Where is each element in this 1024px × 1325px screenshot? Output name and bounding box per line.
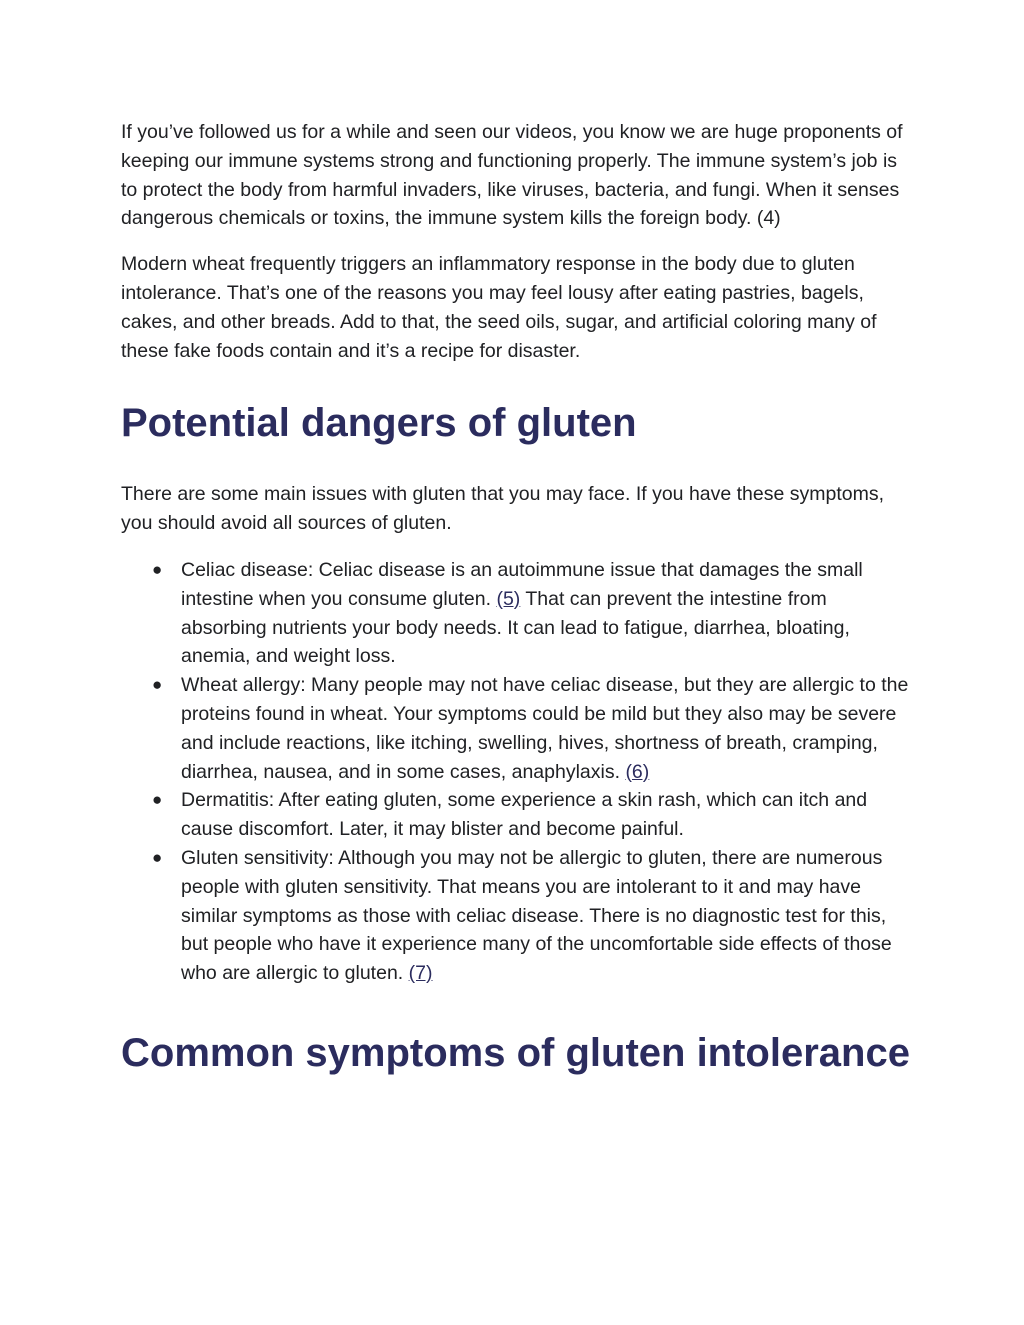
reference-link-5[interactable]: (5) (496, 587, 521, 610)
list-item-text-after: That can prevent the intestine from absorbing nutrients your body needs. It can lead to fatigue, diarrhea, bloating, anemia, and weight loss. (181, 587, 850, 668)
list-item (121, 556, 911, 671)
list-item-text: Wheat allergy: Many people may not have celiac disease, but they are allergic to the proteins found in wheat. Your symptoms could be mild but they also may be severe and include reactions, like itching, swelling, hives, shortness of breath, cramping, diarrhea, nausea, and in some cases, anaphylaxis. (181, 674, 909, 783)
heading-potential-dangers: Potential dangers of gluten (121, 401, 637, 446)
paragraph-modern-wheat: Modern wheat frequently triggers an inflammatory response in the body due to gluten intolerance. That’s one of the reasons you may feel lousy after eating pastries, bagels, cakes, and other breads. Add to that, the seed oils, sugar, and artificial coloring many of these fake foods contain and it’s a recipe for disaster. (121, 253, 877, 362)
list-item (121, 844, 911, 988)
heading-common-symptoms: Common symptoms of gluten intolerance (121, 1030, 910, 1075)
document-page (121, 118, 911, 1082)
bullet-icon: ● (152, 675, 163, 695)
paragraph-immune-system: If you’ve followed us for a while and seen our videos, you know we are huge proponents of keeping our immune systems strong and functioning properly. The immune system’s job is to protect the body from harmful invaders, like viruses, bacteria, and fungi. When it senses dangerous chemicals or toxins, the immune system kills the foreign body. (4) (121, 121, 903, 230)
bullet-icon: ● (152, 847, 163, 867)
dangers-list (121, 556, 911, 988)
list-item (121, 786, 911, 844)
list-item-text: Dermatitis: After eating gluten, some experience a skin rash, which can itch and cause discomfort. Later, it may blister and become painful. (181, 789, 868, 841)
reference-link-6[interactable]: (6) (625, 760, 650, 783)
reference-link-7[interactable]: (7) (408, 962, 433, 985)
list-item (121, 671, 911, 786)
list-item-text: Celiac disease: Celiac disease is an autoimmune issue that damages the small intestine when you consume gluten. (181, 558, 863, 610)
paragraph-intro: There are some main issues with gluten that you may face. If you have these symptoms, you should avoid all sources of gluten. (121, 483, 885, 535)
bullet-icon: ● (152, 559, 163, 579)
bullet-icon: ● (152, 790, 163, 810)
list-item-text: Gluten sensitivity: Although you may not be allergic to gluten, there are numerous people with gluten sensitivity. That means you are intolerant to it and may have similar symptoms as those with celiac disease. There is no diagnostic test for this, but people who have it experience many of the uncomfortable side effects of those who are allergic to gluten. (181, 846, 892, 985)
